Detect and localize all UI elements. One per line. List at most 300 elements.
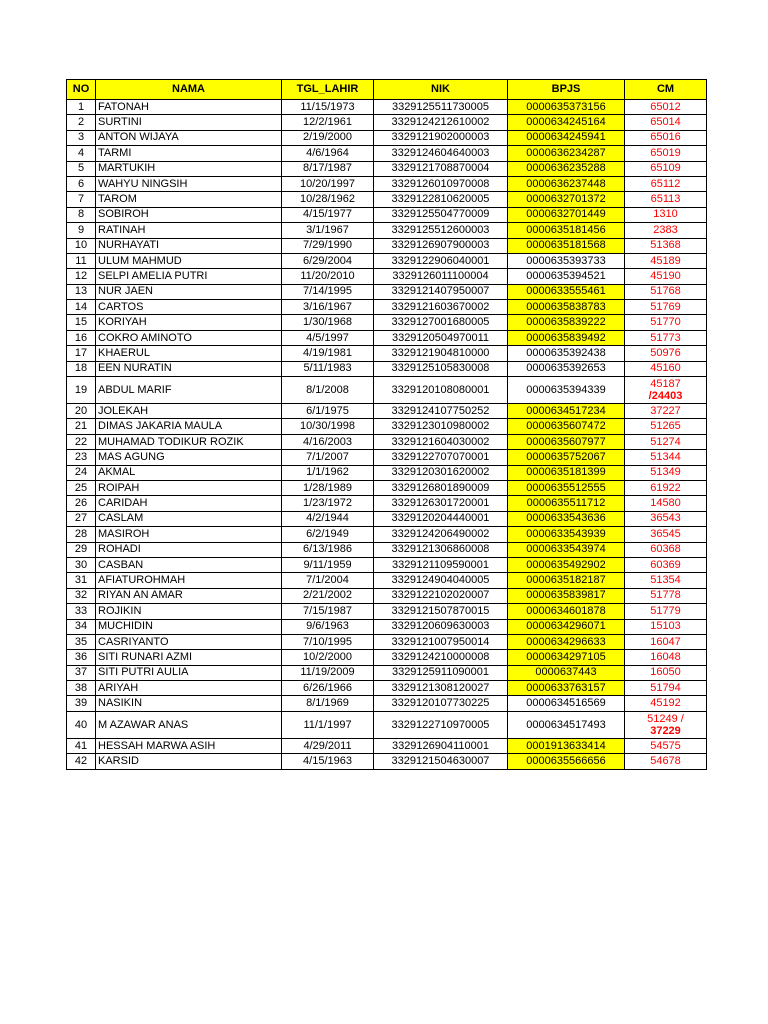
cell-no[interactable]: 16 — [67, 330, 96, 345]
cell-bpjs[interactable]: 0000637443 — [508, 665, 625, 680]
cell-nama[interactable]: MUCHIDIN — [96, 619, 282, 634]
cell-bpjs[interactable]: 0001913633414 — [508, 738, 625, 753]
table-row — [67, 480, 707, 495]
cell-nama[interactable]: MAS AGUNG — [96, 450, 282, 465]
cell-nama[interactable]: NUR JAEN — [96, 284, 282, 299]
cell-no[interactable]: 42 — [67, 754, 96, 769]
cell-nama[interactable]: RATINAH — [96, 223, 282, 238]
cell-nik[interactable]: 3329121603670002 — [374, 300, 508, 315]
cell-nama[interactable]: ARIYAH — [96, 681, 282, 696]
cell-nik[interactable]: 3329120107730225 — [374, 696, 508, 711]
cell-bpjs[interactable]: 0000636235288 — [508, 161, 625, 176]
cell-nik[interactable]: 3329126301720001 — [374, 496, 508, 511]
cell-tgl-lahir[interactable]: 3/1/1967 — [282, 223, 374, 238]
table-row — [67, 588, 707, 603]
cell-tgl-lahir[interactable]: 9/6/1963 — [282, 619, 374, 634]
cell-nama[interactable]: SURTINI — [96, 115, 282, 130]
cell-tgl-lahir[interactable]: 4/6/1964 — [282, 146, 374, 161]
cell-nama[interactable]: KARSID — [96, 754, 282, 769]
table-row — [67, 573, 707, 588]
cell-bpjs[interactable]: 0000633543974 — [508, 542, 625, 557]
cell-nik[interactable]: 3329122906040001 — [374, 253, 508, 268]
cell-no[interactable]: 19 — [67, 377, 96, 404]
table-row — [67, 176, 707, 191]
cell-no[interactable]: 3 — [67, 130, 96, 145]
cell-nik[interactable]: 3329122102020007 — [374, 588, 508, 603]
cell-cm[interactable]: 65016 — [625, 130, 707, 145]
cell-no[interactable]: 32 — [67, 588, 96, 603]
cell-bpjs[interactable]: 0000635607977 — [508, 434, 625, 449]
table-row — [67, 207, 707, 222]
cell-cm[interactable]: 2383 — [625, 223, 707, 238]
table-row — [67, 650, 707, 665]
cell-tgl-lahir[interactable]: 6/1/1975 — [282, 404, 374, 419]
cell-tgl-lahir[interactable]: 1/23/1972 — [282, 496, 374, 511]
cell-nama[interactable]: KHAERUL — [96, 346, 282, 361]
table-row — [67, 511, 707, 526]
cell-bpjs[interactable]: 0000634296071 — [508, 619, 625, 634]
cell-no[interactable]: 20 — [67, 404, 96, 419]
cell-no[interactable]: 6 — [67, 176, 96, 191]
cell-tgl-lahir[interactable]: 4/29/2011 — [282, 738, 374, 753]
cell-nama[interactable]: CARTOS — [96, 300, 282, 315]
header-cm[interactable]: CM — [625, 80, 707, 100]
cell-cm[interactable]: 51368 — [625, 238, 707, 253]
cell-cm[interactable]: 51794 — [625, 681, 707, 696]
cell-cm[interactable]: 15103 — [625, 619, 707, 634]
cell-bpjs[interactable]: 0000635392438 — [508, 346, 625, 361]
table-row — [67, 284, 707, 299]
cell-nik[interactable]: 3329124904040005 — [374, 573, 508, 588]
cell-nik[interactable]: 3329126907900003 — [374, 238, 508, 253]
cell-no[interactable]: 33 — [67, 604, 96, 619]
cell-bpjs[interactable]: 0000634516569 — [508, 696, 625, 711]
cell-cm[interactable]: 45160 — [625, 361, 707, 376]
cell-nik[interactable]: 3329120504970011 — [374, 330, 508, 345]
cell-tgl-lahir[interactable]: 7/10/1995 — [282, 634, 374, 649]
cell-tgl-lahir[interactable]: 3/16/1967 — [282, 300, 374, 315]
table-body — [67, 100, 707, 770]
cell-nama[interactable]: ANTON WIJAYA — [96, 130, 282, 145]
cm-secondary: 37229 — [650, 724, 681, 737]
cell-tgl-lahir[interactable]: 1/30/1968 — [282, 315, 374, 330]
cell-bpjs[interactable]: 0000635394339 — [508, 377, 625, 404]
header-nik[interactable]: NIK — [374, 80, 508, 100]
table-row — [67, 619, 707, 634]
cell-nik[interactable]: 3329121306860008 — [374, 542, 508, 557]
cell-nik[interactable]: 3329121007950014 — [374, 634, 508, 649]
cell-cm[interactable]: 45189 — [625, 253, 707, 268]
cell-tgl-lahir[interactable]: 6/2/1949 — [282, 527, 374, 542]
cell-nik[interactable]: 3329122810620005 — [374, 192, 508, 207]
cell-bpjs[interactable]: 0000634517493 — [508, 711, 625, 738]
cell-nik[interactable]: 3329121504630007 — [374, 754, 508, 769]
cell-no[interactable]: 8 — [67, 207, 96, 222]
cell-nik[interactable]: 3329121308120027 — [374, 681, 508, 696]
cell-bpjs[interactable]: 0000633543939 — [508, 527, 625, 542]
cell-no[interactable]: 9 — [67, 223, 96, 238]
header-bpjs[interactable]: BPJS — [508, 80, 625, 100]
table-row — [67, 346, 707, 361]
cell-nik[interactable]: 3329124107750252 — [374, 404, 508, 419]
cell-bpjs[interactable]: 0000634296633 — [508, 634, 625, 649]
table-row — [67, 377, 707, 404]
cell-cm[interactable]: 54575 — [625, 738, 707, 753]
cell-no[interactable]: 35 — [67, 634, 96, 649]
cell-tgl-lahir[interactable]: 6/26/1966 — [282, 681, 374, 696]
cell-tgl-lahir[interactable]: 11/19/2009 — [282, 665, 374, 680]
cell-tgl-lahir[interactable]: 8/17/1987 — [282, 161, 374, 176]
cell-cm[interactable]: 50976 — [625, 346, 707, 361]
cell-cm[interactable]: 51769 — [625, 300, 707, 315]
cell-tgl-lahir[interactable]: 2/21/2002 — [282, 588, 374, 603]
cell-nama[interactable]: AKMAL — [96, 465, 282, 480]
table-row — [67, 634, 707, 649]
cell-no[interactable]: 24 — [67, 465, 96, 480]
cell-nama[interactable]: MUHAMAD TODIKUR ROZIK — [96, 434, 282, 449]
cell-nama[interactable]: SITI RUNARI AZMI — [96, 650, 282, 665]
header-nama[interactable]: NAMA — [96, 80, 282, 100]
cell-cm[interactable]: 45192 — [625, 696, 707, 711]
cell-cm[interactable]: 51770 — [625, 315, 707, 330]
cell-bpjs[interactable]: 0000636234287 — [508, 146, 625, 161]
cell-bpjs[interactable]: 0000632701372 — [508, 192, 625, 207]
cell-tgl-lahir[interactable]: 11/20/2010 — [282, 269, 374, 284]
cell-no[interactable]: 2 — [67, 115, 96, 130]
cell-nama[interactable]: NASIKIN — [96, 696, 282, 711]
cell-nik[interactable]: 3329125105830008 — [374, 361, 508, 376]
cm-secondary: /24403 — [648, 390, 683, 403]
cell-nik[interactable]: 3329121708870004 — [374, 161, 508, 176]
cell-cm[interactable]: 61922 — [625, 480, 707, 495]
cell-nama[interactable]: CASBAN — [96, 557, 282, 572]
cell-cm[interactable]: 45190 — [625, 269, 707, 284]
cell-no[interactable]: 11 — [67, 253, 96, 268]
cell-no[interactable]: 21 — [67, 419, 96, 434]
cell-nik[interactable]: 3329126904110001 — [374, 738, 508, 753]
cell-nama[interactable]: WAHYU NINGSIH — [96, 176, 282, 191]
cell-nama[interactable]: JOLEKAH — [96, 404, 282, 419]
cell-tgl-lahir[interactable]: 10/20/1997 — [282, 176, 374, 191]
cell-tgl-lahir[interactable]: 8/1/1969 — [282, 696, 374, 711]
cell-no[interactable]: 10 — [67, 238, 96, 253]
cell-bpjs[interactable]: 0000635182187 — [508, 573, 625, 588]
cell-bpjs[interactable]: 0000634245941 — [508, 130, 625, 145]
cell-tgl-lahir[interactable]: 1/28/1989 — [282, 480, 374, 495]
cell-bpjs[interactable]: 0000634297105 — [508, 650, 625, 665]
cell-no[interactable]: 12 — [67, 269, 96, 284]
header-row — [67, 80, 707, 100]
cell-no[interactable]: 26 — [67, 496, 96, 511]
cell-cm[interactable]: 54678 — [625, 754, 707, 769]
cell-cm[interactable]: 51779 — [625, 604, 707, 619]
cell-nik[interactable]: 3329126011100004 — [374, 269, 508, 284]
cell-no[interactable]: 18 — [67, 361, 96, 376]
cell-bpjs[interactable]: 0000635512555 — [508, 480, 625, 495]
cell-cm[interactable]: 51265 — [625, 419, 707, 434]
cell-no[interactable]: 5 — [67, 161, 96, 176]
table-row — [67, 192, 707, 207]
table-row — [67, 465, 707, 480]
cell-bpjs[interactable]: 0000635392653 — [508, 361, 625, 376]
cell-no[interactable]: 29 — [67, 542, 96, 557]
cell-tgl-lahir[interactable]: 6/29/2004 — [282, 253, 374, 268]
cell-tgl-lahir[interactable]: 4/19/1981 — [282, 346, 374, 361]
cell-nama[interactable]: CARIDAH — [96, 496, 282, 511]
cell-bpjs[interactable]: 0000635566656 — [508, 754, 625, 769]
table-row — [67, 146, 707, 161]
cell-tgl-lahir[interactable]: 2/19/2000 — [282, 130, 374, 145]
cell-cm[interactable]: 65112 — [625, 176, 707, 191]
cm-primary: 51249 / — [647, 712, 684, 725]
cell-tgl-lahir[interactable]: 11/1/1997 — [282, 711, 374, 738]
cell-nik[interactable]: 3329120108080001 — [374, 377, 508, 404]
cell-nik[interactable]: 3329126010970008 — [374, 176, 508, 191]
cell-tgl-lahir[interactable]: 7/1/2007 — [282, 450, 374, 465]
cell-nik[interactable]: 3329120301620002 — [374, 465, 508, 480]
cell-nama[interactable]: TAROM — [96, 192, 282, 207]
cell-cm[interactable]: 16050 — [625, 665, 707, 680]
cell-nama[interactable]: ABDUL MARIF — [96, 377, 282, 404]
cell-cm[interactable]: 60369 — [625, 557, 707, 572]
cell-tgl-lahir[interactable]: 7/1/2004 — [282, 573, 374, 588]
cell-no[interactable]: 15 — [67, 315, 96, 330]
cell-no[interactable]: 38 — [67, 681, 96, 696]
table-row — [67, 361, 707, 376]
cell-nik[interactable]: 3329121507870015 — [374, 604, 508, 619]
cell-nama[interactable]: MARTUKIH — [96, 161, 282, 176]
cell-nama[interactable]: SITI PUTRI AULIA — [96, 665, 282, 680]
cell-nik[interactable]: 3329124604640003 — [374, 146, 508, 161]
cell-bpjs[interactable]: 0000634517234 — [508, 404, 625, 419]
cell-cm[interactable]: 1310 — [625, 207, 707, 222]
cell-nik[interactable]: 3329125512600003 — [374, 223, 508, 238]
cell-cm[interactable]: 65113 — [625, 192, 707, 207]
cell-tgl-lahir[interactable]: 9/11/1959 — [282, 557, 374, 572]
cell-nik[interactable]: 3329127001680005 — [374, 315, 508, 330]
cell-no[interactable]: 27 — [67, 511, 96, 526]
table-row — [67, 161, 707, 176]
cell-nama[interactable]: SELPI AMELIA PUTRI — [96, 269, 282, 284]
cell-bpjs[interactable]: 0000635373156 — [508, 100, 625, 115]
cell-nama[interactable]: TARMI — [96, 146, 282, 161]
cell-cm[interactable]: 51778 — [625, 588, 707, 603]
cell-no[interactable]: 1 — [67, 100, 96, 115]
cell-nik[interactable]: 3329125504770009 — [374, 207, 508, 222]
cell-cm[interactable]: 60368 — [625, 542, 707, 557]
cell-tgl-lahir[interactable]: 10/30/1998 — [282, 419, 374, 434]
table-row — [67, 238, 707, 253]
cell-tgl-lahir[interactable]: 11/15/1973 — [282, 100, 374, 115]
cell-nik[interactable]: 3329123010980002 — [374, 419, 508, 434]
cell-cm[interactable]: 51344 — [625, 450, 707, 465]
cell-tgl-lahir[interactable]: 4/16/2003 — [282, 434, 374, 449]
cell-bpjs[interactable]: 0000634601878 — [508, 604, 625, 619]
cell-bpjs[interactable]: 0000635838783 — [508, 300, 625, 315]
cell-nama[interactable]: SOBIROH — [96, 207, 282, 222]
cell-cm[interactable]: 65019 — [625, 146, 707, 161]
cell-nik[interactable]: 3329124210000008 — [374, 650, 508, 665]
table-row — [67, 754, 707, 769]
cell-cm[interactable]: 16048 — [625, 650, 707, 665]
cell-bpjs[interactable]: 0000632701449 — [508, 207, 625, 222]
cell-cm[interactable]: 65012 — [625, 100, 707, 115]
cell-nama[interactable]: EEN NURATIN — [96, 361, 282, 376]
cell-nama[interactable]: M AZAWAR ANAS — [96, 711, 282, 738]
cell-bpjs[interactable]: 0000635839222 — [508, 315, 625, 330]
cell-tgl-lahir[interactable]: 5/11/1983 — [282, 361, 374, 376]
cell-tgl-lahir[interactable]: 10/2/2000 — [282, 650, 374, 665]
cell-nama[interactable]: COKRO AMINOTO — [96, 330, 282, 345]
cell-nik[interactable]: 3329124206490002 — [374, 527, 508, 542]
cell-nama[interactable]: DIMAS JAKARIA MAULA — [96, 419, 282, 434]
cell-nik[interactable]: 3329126801890009 — [374, 480, 508, 495]
cell-nik[interactable]: 3329120204440001 — [374, 511, 508, 526]
cell-no[interactable]: 17 — [67, 346, 96, 361]
table-row — [67, 419, 707, 434]
cell-no[interactable]: 13 — [67, 284, 96, 299]
cell-bpjs[interactable]: 0000633763157 — [508, 681, 625, 696]
cell-bpjs[interactable]: 0000635181399 — [508, 465, 625, 480]
table-row — [67, 115, 707, 130]
cell-nik[interactable]: 3329124212610002 — [374, 115, 508, 130]
table-row — [67, 557, 707, 572]
cell-bpjs[interactable]: 0000633543636 — [508, 511, 625, 526]
cell-bpjs[interactable]: 0000635394521 — [508, 269, 625, 284]
cell-no[interactable]: 22 — [67, 434, 96, 449]
table-row — [67, 681, 707, 696]
cell-no[interactable]: 36 — [67, 650, 96, 665]
cell-no[interactable]: 31 — [67, 573, 96, 588]
cell-no[interactable]: 39 — [67, 696, 96, 711]
table-row — [67, 330, 707, 345]
cell-cm[interactable]: 65014 — [625, 115, 707, 130]
cell-tgl-lahir[interactable]: 4/2/1944 — [282, 511, 374, 526]
cell-nama[interactable]: AFIATUROHMAH — [96, 573, 282, 588]
table-row — [67, 665, 707, 680]
cell-no[interactable]: 40 — [67, 711, 96, 738]
cell-bpjs[interactable]: 0000635839817 — [508, 588, 625, 603]
header-tgl-lahir[interactable]: TGL_LAHIR — [282, 80, 374, 100]
cell-nama[interactable]: NURHAYATI — [96, 238, 282, 253]
cell-no[interactable]: 37 — [67, 665, 96, 680]
cell-no[interactable]: 34 — [67, 619, 96, 634]
cell-tgl-lahir[interactable]: 7/29/1990 — [282, 238, 374, 253]
cell-cm[interactable]: 51768 — [625, 284, 707, 299]
cell-cm[interactable]: 14580 — [625, 496, 707, 511]
table-row — [67, 604, 707, 619]
cell-cm[interactable]: 51773 — [625, 330, 707, 345]
cell-cm[interactable]: 36545 — [625, 527, 707, 542]
cell-nama[interactable]: CASLAM — [96, 511, 282, 526]
cell-nik[interactable]: 3329122707070001 — [374, 450, 508, 465]
cell-bpjs[interactable]: 0000633555461 — [508, 284, 625, 299]
table-row — [67, 269, 707, 284]
cell-tgl-lahir[interactable]: 4/15/1963 — [282, 754, 374, 769]
cell-cm[interactable]: 51354 — [625, 573, 707, 588]
table-row — [67, 450, 707, 465]
table-row — [67, 542, 707, 557]
table-row — [67, 223, 707, 238]
cell-no[interactable]: 7 — [67, 192, 96, 207]
cell-tgl-lahir[interactable]: 4/5/1997 — [282, 330, 374, 345]
cell-cm[interactable]: 65109 — [625, 161, 707, 176]
cell-tgl-lahir[interactable]: 8/1/2008 — [282, 377, 374, 404]
cell-nik[interactable]: 3329120609630003 — [374, 619, 508, 634]
cell-nik[interactable]: 3329122710970005 — [374, 711, 508, 738]
cell-no[interactable]: 23 — [67, 450, 96, 465]
cell-nik[interactable]: 3329121604030002 — [374, 434, 508, 449]
cell-cm[interactable]: 37227 — [625, 404, 707, 419]
table-row — [67, 496, 707, 511]
cell-cm[interactable] — [625, 711, 707, 738]
cell-no[interactable]: 14 — [67, 300, 96, 315]
table-row — [67, 711, 707, 738]
cell-cm[interactable]: 36543 — [625, 511, 707, 526]
cell-tgl-lahir[interactable]: 4/15/1977 — [282, 207, 374, 222]
cell-nama[interactable]: RIYAN AN AMAR — [96, 588, 282, 603]
table-row — [67, 130, 707, 145]
table-row — [67, 738, 707, 753]
cell-cm[interactable] — [625, 377, 707, 404]
cell-nama[interactable]: ROJIKIN — [96, 604, 282, 619]
cm-primary: 45187 — [650, 378, 681, 391]
cell-nama[interactable]: CASRIYANTO — [96, 634, 282, 649]
cell-no[interactable]: 25 — [67, 480, 96, 495]
cell-nik[interactable]: 3329125511730005 — [374, 100, 508, 115]
table-row — [67, 315, 707, 330]
cell-cm[interactable]: 51349 — [625, 465, 707, 480]
cell-nik[interactable]: 3329121904810000 — [374, 346, 508, 361]
cell-no[interactable]: 30 — [67, 557, 96, 572]
cell-nama[interactable]: HESSAH MARWA ASIH — [96, 738, 282, 753]
cell-tgl-lahir[interactable]: 7/15/1987 — [282, 604, 374, 619]
cell-nama[interactable]: ROHADI — [96, 542, 282, 557]
cell-tgl-lahir[interactable]: 7/14/1995 — [282, 284, 374, 299]
cell-nik[interactable]: 3329125911090001 — [374, 665, 508, 680]
cell-tgl-lahir[interactable]: 10/28/1962 — [282, 192, 374, 207]
cell-bpjs[interactable]: 0000635607472 — [508, 419, 625, 434]
cell-tgl-lahir[interactable]: 12/2/1961 — [282, 115, 374, 130]
cell-bpjs[interactable]: 0000635393733 — [508, 253, 625, 268]
cell-no[interactable]: 41 — [67, 738, 96, 753]
cell-nik[interactable]: 3329121109590001 — [374, 557, 508, 572]
cell-nik[interactable]: 3329121902000003 — [374, 130, 508, 145]
cell-no[interactable]: 28 — [67, 527, 96, 542]
table-row — [67, 404, 707, 419]
cell-nama[interactable]: FATONAH — [96, 100, 282, 115]
cell-nama[interactable]: MASIROH — [96, 527, 282, 542]
cell-tgl-lahir[interactable]: 6/13/1986 — [282, 542, 374, 557]
cell-bpjs[interactable]: 0000635752067 — [508, 450, 625, 465]
cell-nama[interactable]: KORIYAH — [96, 315, 282, 330]
header-no[interactable]: NO — [67, 80, 96, 100]
cell-bpjs[interactable]: 0000635511712 — [508, 496, 625, 511]
cell-bpjs[interactable]: 0000635492902 — [508, 557, 625, 572]
cell-no[interactable]: 4 — [67, 146, 96, 161]
cell-bpjs[interactable]: 0000635181456 — [508, 223, 625, 238]
cell-tgl-lahir[interactable]: 1/1/1962 — [282, 465, 374, 480]
cell-bpjs[interactable]: 0000636237448 — [508, 176, 625, 191]
cell-nik[interactable]: 3329121407950007 — [374, 284, 508, 299]
cell-cm[interactable]: 51274 — [625, 434, 707, 449]
cell-nama[interactable]: ULUM MAHMUD — [96, 253, 282, 268]
cell-bpjs[interactable]: 0000634245164 — [508, 115, 625, 130]
cell-nama[interactable]: ROIPAH — [96, 480, 282, 495]
cell-cm[interactable]: 16047 — [625, 634, 707, 649]
cell-bpjs[interactable]: 0000635839492 — [508, 330, 625, 345]
cell-bpjs[interactable]: 0000635181568 — [508, 238, 625, 253]
